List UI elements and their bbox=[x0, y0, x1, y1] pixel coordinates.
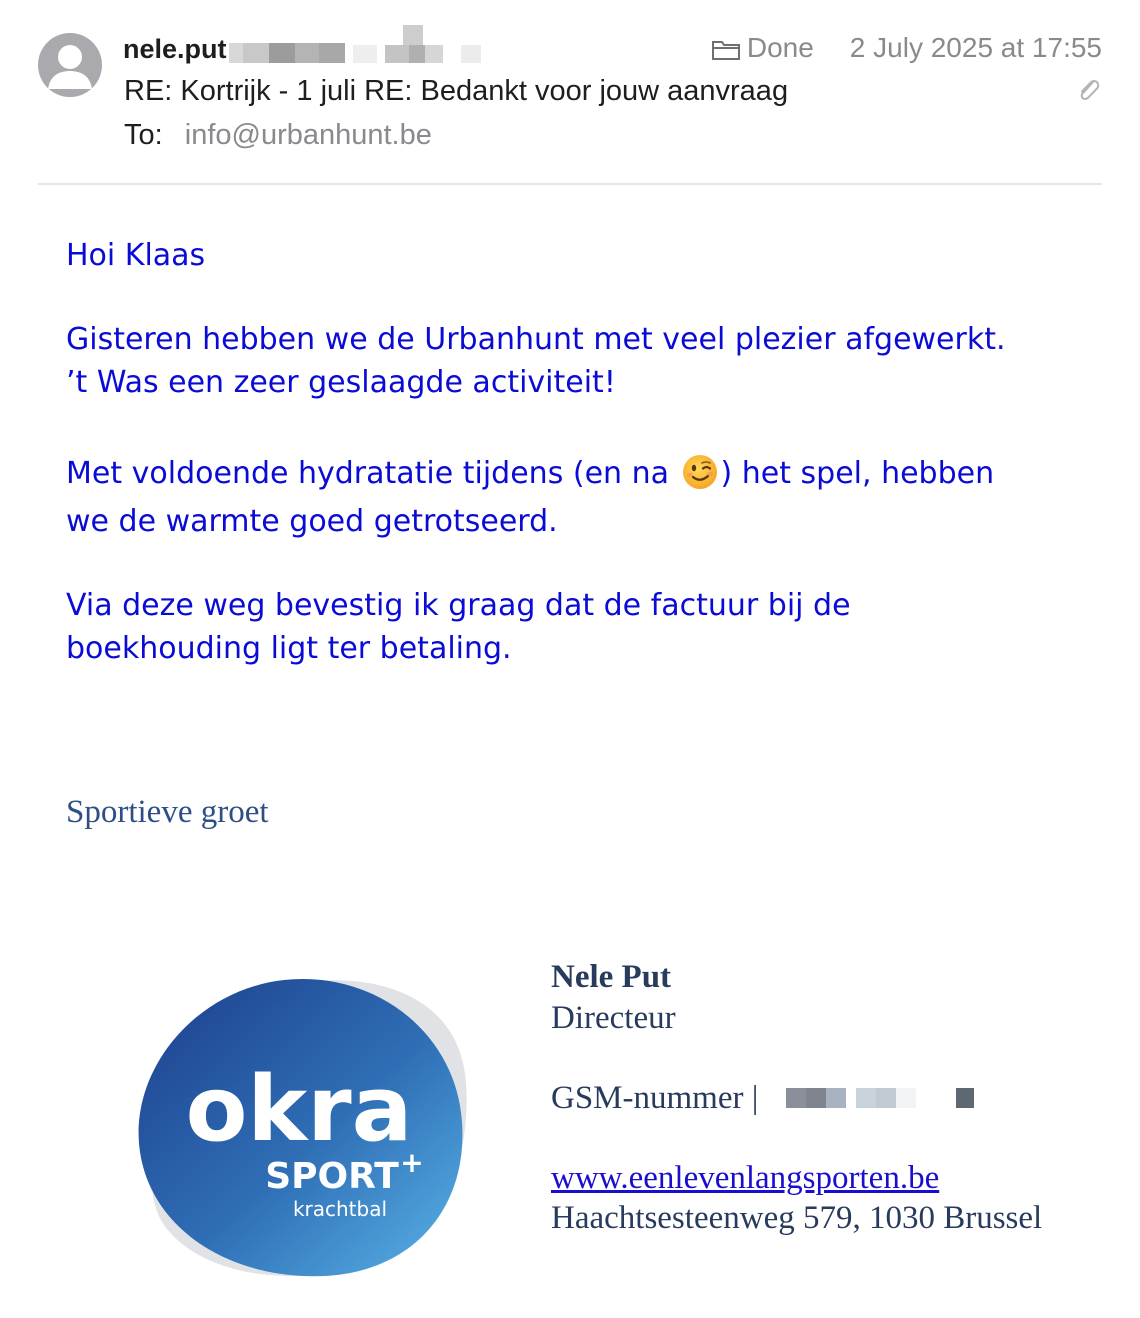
body-paragraph-1 bbox=[66, 318, 1106, 404]
message-date: 2 July 2025 at 17:55 bbox=[849, 32, 1102, 63]
header-divider bbox=[38, 183, 1102, 185]
body-paragraph-1-line-2: ’t Was een zeer geslaagde activiteit! bbox=[66, 365, 616, 400]
phone-label: GSM-nummer | bbox=[551, 1080, 759, 1116]
recipient-address[interactable]: info@urbanhunt.be bbox=[184, 119, 432, 151]
redacted-sender-address bbox=[229, 31, 479, 67]
logo-tag: krachtbal bbox=[292, 1197, 388, 1221]
body-paragraph-1-line-1: Gisteren hebben we de Urbanhunt met veel plezier afgewerkt. bbox=[66, 322, 1006, 357]
signature-title: Directeur bbox=[551, 1000, 676, 1036]
logo-plus: + bbox=[400, 1146, 424, 1179]
sender[interactable] bbox=[123, 31, 479, 67]
closing-greeting: Sportieve groet bbox=[66, 794, 269, 830]
body-paragraph-3-line-1: Via deze weg bevestig ik graag dat de factuur bij de bbox=[66, 588, 851, 623]
folder-label[interactable]: Done bbox=[746, 32, 814, 63]
body-paragraph-2-line-2: we de warmte goed getrotseerd. bbox=[66, 504, 558, 539]
signature-website-link[interactable]: www.eenlevenlangsporten.be bbox=[551, 1160, 940, 1196]
signature-address: Haachtsesteenweg 579, 1030 Brussel bbox=[551, 1200, 1043, 1236]
message-meta bbox=[711, 30, 1102, 66]
signature-phone bbox=[551, 1078, 1006, 1118]
message-subject: RE: Kortrijk - 1 juli RE: Bedankt voor jouw aanvraag bbox=[124, 75, 789, 107]
winking-face-icon bbox=[682, 454, 718, 490]
logo-sport: SPORT bbox=[265, 1156, 399, 1197]
body-paragraph-3 bbox=[66, 584, 1106, 670]
body-greeting: Hoi Klaas bbox=[66, 238, 206, 273]
body-paragraph-2-part-1: Met voldoende hydratatie tijdens (en na bbox=[66, 456, 679, 491]
body-paragraph-2-part-2: ) het spel, hebben bbox=[720, 456, 995, 491]
paperclip-icon[interactable] bbox=[1076, 76, 1102, 104]
okra-sport-logo bbox=[134, 972, 470, 1280]
signature-name: Nele Put bbox=[551, 959, 672, 995]
body-paragraph-2 bbox=[66, 450, 1106, 546]
body-paragraph-3-line-2: boekhouding ligt ter betaling. bbox=[66, 631, 512, 666]
sender-name[interactable]: nele.put bbox=[123, 33, 227, 64]
recipient-row bbox=[124, 116, 432, 154]
redacted-phone-number bbox=[776, 1088, 1006, 1108]
avatar-person-icon[interactable] bbox=[38, 33, 102, 97]
logo-word: okra bbox=[185, 1057, 413, 1162]
to-label: To: bbox=[124, 119, 163, 151]
folder-icon[interactable] bbox=[711, 36, 741, 60]
